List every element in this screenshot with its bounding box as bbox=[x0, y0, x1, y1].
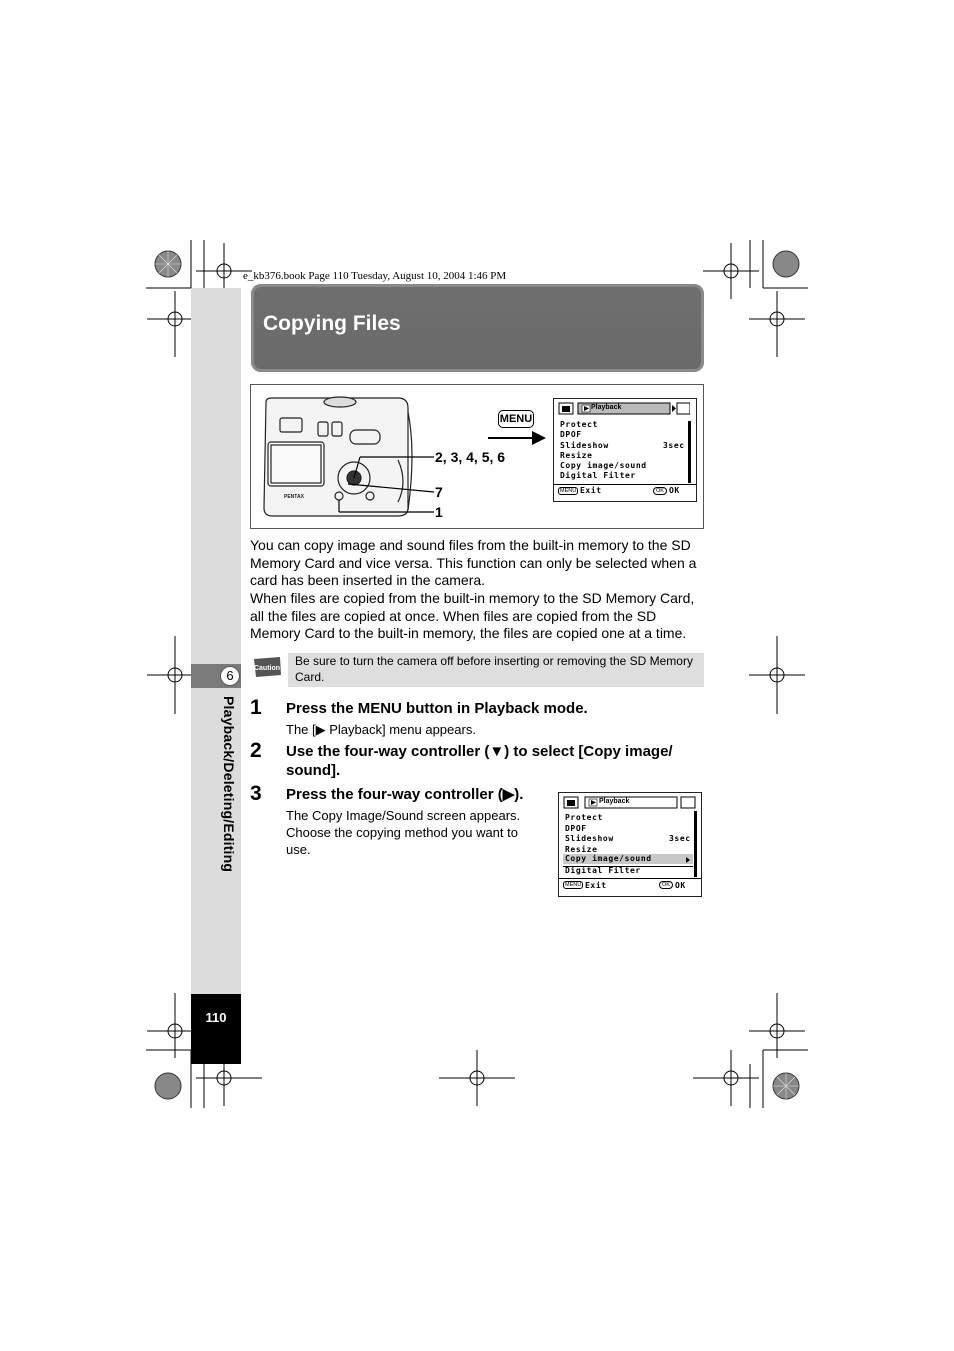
intro-paragraph-1: You can copy image and sound files from the built-in memory to the SD Memory Card and vice versa. This function can only be selected when a card has been inserted in the camera. bbox=[250, 537, 697, 589]
callout-step-1: 1 bbox=[435, 504, 443, 520]
step-2-title: Use the four-way controller (▼) to select [Copy image/ sound]. bbox=[286, 743, 673, 779]
lcd-item-copy: Copy image/sound bbox=[560, 461, 647, 470]
lcd2-ok: OK bbox=[675, 881, 686, 890]
caution-icon bbox=[250, 655, 284, 679]
step-1-desc: The [▶ Playback] menu appears. bbox=[286, 722, 476, 737]
lcd2-submenu-arrow-icon bbox=[686, 857, 690, 863]
callout-step-7: 7 bbox=[435, 484, 443, 500]
lcd-item-dpof: DPOF bbox=[560, 430, 582, 439]
intro-paragraph-2: When files are copied from the built-in memory to the SD Memory Card, all the files are copied at once. When files are copied from the SD Memory Card to the built-in memory, the files are copied one at a time. bbox=[250, 590, 695, 642]
lcd-scrollbar bbox=[688, 421, 691, 483]
chapter-label: Playback/Deleting/Editing bbox=[221, 696, 237, 873]
lcd2-item-slideshow: Slideshow bbox=[565, 834, 614, 843]
lcd-item-protect: Protect bbox=[560, 420, 598, 429]
step-2-number: 2 bbox=[250, 739, 262, 762]
lcd-item-digital-filter: Digital Filter bbox=[560, 471, 636, 480]
step-1-number: 1 bbox=[250, 696, 262, 719]
lcd-tab-label: Playback bbox=[591, 404, 622, 411]
camera-brand: PENTAX bbox=[284, 494, 304, 500]
lcd2-item-resize: Resize bbox=[565, 845, 598, 854]
lcd2-item-protect: Protect bbox=[565, 813, 603, 822]
lcd-item-slideshow: Slideshow bbox=[560, 441, 609, 450]
lcd2-item-digital-filter: Digital Filter bbox=[565, 866, 641, 875]
lcd-ok: OK bbox=[669, 486, 680, 495]
lcd2-tab-bar bbox=[563, 796, 697, 810]
lcd-copy-selected bbox=[558, 792, 702, 897]
lcd-tab-bar bbox=[558, 402, 690, 416]
callout-steps-2-6: 2, 3, 4, 5, 6 bbox=[435, 449, 506, 465]
step-1-title: Press the MENU button in Playback mode. bbox=[286, 700, 588, 717]
lcd-footer-divider bbox=[554, 484, 696, 485]
lcd-slideshow-value: 3sec bbox=[663, 441, 685, 450]
step-3-desc: The Copy Image/Sound screen appears. Choose the copying method you want to use. bbox=[286, 808, 521, 857]
caution-text: Be sure to turn the camera off before inserting or removing the SD Memory Card. bbox=[295, 654, 693, 684]
lcd-playback-menu bbox=[553, 398, 697, 502]
lcd-exit: Exit bbox=[580, 486, 602, 495]
arrow-right-icon bbox=[488, 428, 548, 448]
lcd2-tab-label: Playback bbox=[599, 798, 630, 805]
lcd-ok-icon: OK bbox=[653, 487, 667, 495]
lcd2-footer-divider bbox=[559, 878, 701, 879]
lcd2-scrollbar bbox=[694, 811, 697, 877]
lcd2-item-copy: Copy image/sound bbox=[565, 854, 652, 863]
lcd2-ok-icon: OK bbox=[659, 881, 673, 889]
print-header: e_kb376.book Page 110 Tuesday, August 10, 2004 1:46 PM bbox=[243, 270, 507, 282]
page-number-tab bbox=[191, 994, 241, 1064]
lcd2-item-dpof: DPOF bbox=[565, 824, 587, 833]
step-3-number: 3 bbox=[250, 782, 262, 805]
svg-text:Caution: Caution bbox=[253, 665, 281, 672]
lcd-item-resize: Resize bbox=[560, 451, 593, 460]
lcd2-menu-icon: MENU bbox=[565, 882, 582, 888]
lcd2-exit: Exit bbox=[585, 881, 607, 890]
lcd-menu-icon: MENU bbox=[560, 488, 577, 494]
camera-illustration bbox=[258, 392, 438, 524]
chapter-number: 6 bbox=[220, 666, 240, 686]
page-title: Copying Files bbox=[263, 312, 401, 335]
menu-button-icon: MENU bbox=[498, 410, 534, 428]
step-3-title: Press the four-way controller (▶). bbox=[286, 786, 524, 803]
lcd2-slideshow-value: 3sec bbox=[669, 834, 691, 843]
page-number: 110 bbox=[205, 1010, 227, 1025]
